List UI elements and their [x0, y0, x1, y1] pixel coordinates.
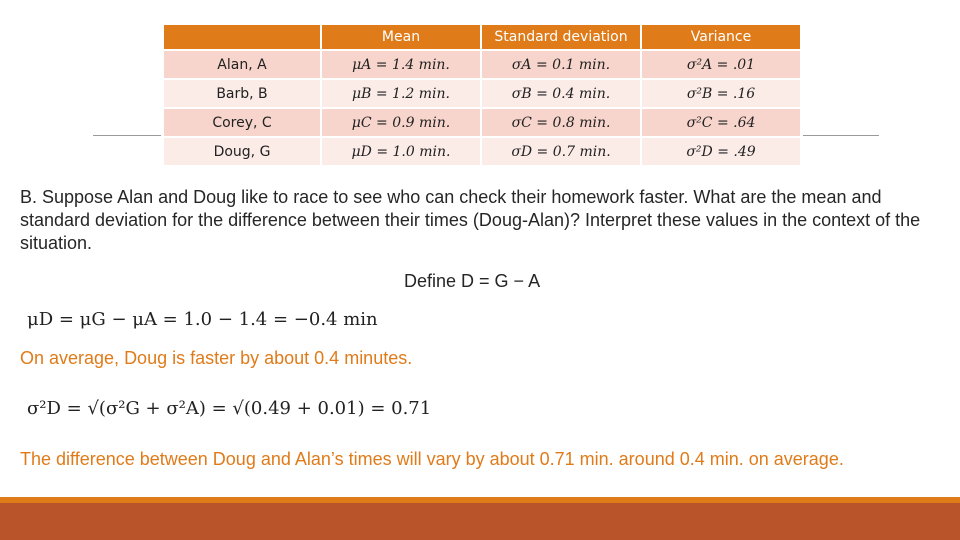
question-text: B. Suppose Alan and Doug like to race to see who can check their homework faster. What are the mean and standard deviation for the difference between their times (Doug-Alan)? Interpret these values in the context of the situation. [20, 187, 921, 253]
row-sd: σD = 0.7 min. [482, 138, 640, 165]
footer-band [0, 503, 960, 540]
table-row [164, 109, 800, 136]
row-mean: μD = 1.0 min. [322, 138, 480, 165]
row-name: Barb, B [164, 80, 320, 107]
define-statement: Define D = G − A [404, 271, 541, 291]
row-name: Alan, A [164, 51, 320, 78]
row-variance: σ²C = .64 [642, 109, 800, 136]
horizontal-rule-right [803, 135, 879, 136]
header-standard-deviation: Standard deviation [482, 25, 640, 49]
row-sd: σB = 0.4 min. [482, 80, 640, 107]
row-mean: μB = 1.2 min. [322, 80, 480, 107]
row-name: Corey, C [164, 109, 320, 136]
row-variance: σ²B = .16 [642, 80, 800, 107]
row-sd: σC = 0.8 min. [482, 109, 640, 136]
row-name: Doug, G [164, 138, 320, 165]
mean-interpretation: On average, Doug is faster by about 0.4 minutes. [20, 348, 413, 368]
horizontal-rule-left [93, 135, 161, 136]
mean-equation: μD = μG − μA = 1.0 − 1.4 = −0.4 min [27, 309, 378, 330]
row-variance: σ²D = .49 [642, 138, 800, 165]
row-sd: σA = 0.1 min. [482, 51, 640, 78]
table-row [164, 138, 800, 165]
header-variance: Variance [642, 25, 800, 49]
header-name [164, 25, 320, 49]
table-row [164, 51, 800, 78]
sd-interpretation: The difference between Doug and Alan’s times will vary by about 0.71 min. around 0.4 min. on average. [20, 449, 844, 469]
row-mean: μC = 0.9 min. [322, 109, 480, 136]
statistics-table [162, 23, 802, 167]
sd-equation: σ²D = √(σ²G + σ²A) = √(0.49 + 0.01) = 0.71 [27, 398, 432, 419]
table-header-row [164, 25, 800, 49]
row-variance: σ²A = .01 [642, 51, 800, 78]
table-row [164, 80, 800, 107]
header-mean: Mean [322, 25, 480, 49]
row-mean: μA = 1.4 min. [322, 51, 480, 78]
